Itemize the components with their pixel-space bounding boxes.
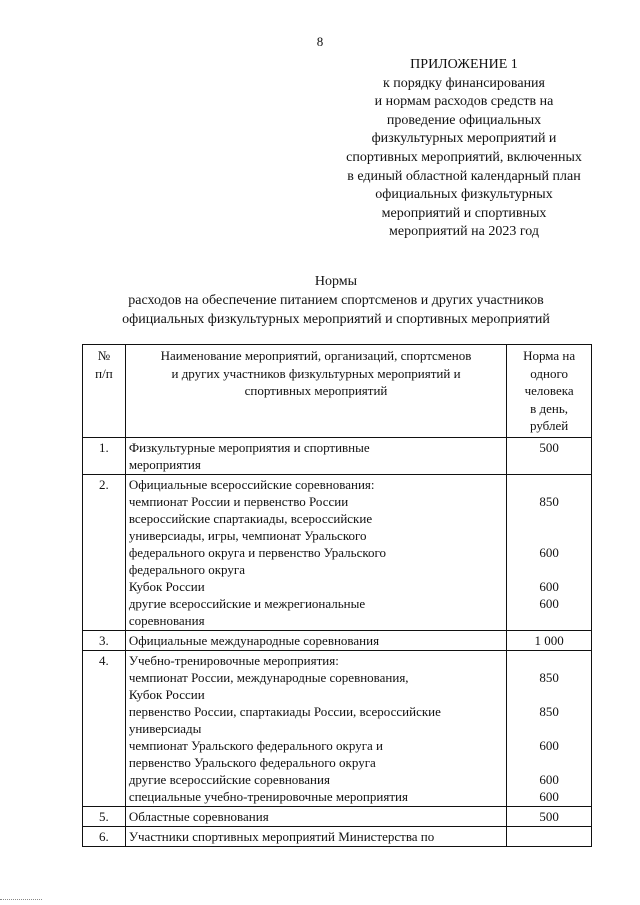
row-number-cell: 5.	[83, 806, 126, 826]
row-name-cell	[125, 437, 506, 474]
row-name-line: чемпионат Уральского федерального округа и	[128, 737, 384, 753]
header-name	[125, 345, 506, 438]
row-name-line: федерального округа и первенство Уральского	[128, 544, 387, 560]
row-norm-cell	[507, 826, 592, 846]
document-heading	[60, 272, 612, 329]
header-line: Наименование мероприятий, организаций, спортсменов	[160, 348, 472, 363]
header-line: одного	[530, 365, 568, 381]
table-row	[83, 474, 592, 630]
row-norm-value: 600	[539, 788, 559, 804]
row-norm-cell	[507, 630, 592, 650]
table-row	[83, 630, 592, 650]
row-name-line: специальные учебно-тренировочные мероприятия	[128, 788, 408, 804]
header-line: №	[97, 348, 111, 363]
header-line: Норма на	[523, 348, 576, 363]
row-number-cell: 1.	[83, 437, 126, 474]
row-name-line: другие всероссийские и межрегиональные	[128, 595, 366, 611]
table-row	[83, 826, 592, 846]
page-number: 8	[316, 34, 324, 49]
row-name-line: другие всероссийские соревнования	[128, 771, 330, 787]
table-header-row	[83, 345, 592, 438]
row-name-line: федерального округа	[128, 561, 245, 577]
appendix-line: физкультурных мероприятий и	[371, 131, 557, 147]
row-number-cell: 2.	[83, 474, 126, 630]
row-norm-cell	[507, 437, 592, 474]
appendix-line: в единый областной календарный план	[347, 168, 581, 184]
row-number-cell: 3.	[83, 630, 126, 650]
row-norm-value: 850	[539, 669, 559, 685]
row-norm-value: 850	[539, 703, 559, 719]
row-name-cell	[125, 474, 506, 630]
row-norm-cell	[507, 474, 592, 630]
header-line: в день,	[530, 400, 569, 416]
appendix-line: официальных физкультурных	[375, 187, 553, 203]
heading-title: Нормы	[314, 274, 358, 289]
norms-table	[82, 344, 592, 847]
row-norm-value: 600	[539, 595, 559, 611]
row-name-cell	[125, 630, 506, 650]
appendix-line: и нормам расходов средств на	[374, 94, 554, 110]
header-norm	[507, 345, 592, 438]
row-norm-value: 600	[539, 737, 559, 753]
row-name-line: Официальные международные соревнования	[128, 632, 380, 648]
header-line: п/п	[95, 365, 113, 381]
table-row	[83, 437, 592, 474]
header-num	[83, 345, 126, 438]
appendix-block	[330, 56, 598, 242]
row-name-line: мероприятия	[128, 456, 201, 472]
row-name-line: первенство России, спартакиады России, всероссийские	[128, 703, 441, 719]
row-name-line: Физкультурные мероприятия и спортивные	[128, 439, 370, 455]
appendix-line: спортивных мероприятий, включенных	[346, 149, 582, 165]
row-norm-cell	[507, 806, 592, 826]
row-name-line: чемпионат России и первенство России	[128, 493, 349, 509]
appendix-title: ПРИЛОЖЕНИЕ 1	[410, 57, 518, 72]
row-norm-value: 850	[539, 493, 559, 509]
row-norm-cell	[507, 650, 592, 806]
row-name-line: Кубок России	[128, 686, 205, 702]
row-norm-value: 500	[539, 439, 559, 455]
row-name-line: Участники спортивных мероприятий Министерства по	[128, 828, 435, 844]
row-name-line: универсиады, игры, чемпионат Уральского	[128, 527, 367, 543]
appendix-line: мероприятий на 2023 год	[389, 224, 539, 240]
header-line: рублей	[530, 418, 569, 433]
row-name-line: Областные соревнования	[128, 808, 269, 824]
scan-artifact-dotted-line	[0, 899, 42, 900]
row-name-line: Учебно-тренировочные мероприятия:	[128, 652, 339, 668]
heading-line: расходов на обеспечение питанием спортсменов и других участников	[128, 293, 544, 308]
row-name-line: Кубок России	[128, 578, 205, 594]
appendix-line: проведение официальных	[386, 112, 542, 128]
row-name-cell	[125, 806, 506, 826]
table-row	[83, 650, 592, 806]
header-line: человека	[524, 383, 574, 398]
appendix-line: к порядку финансирования	[383, 75, 545, 91]
row-norm-value: 1 000	[534, 632, 564, 648]
row-name-line: чемпионат России, международные соревнования,	[128, 669, 409, 685]
row-name-line: всероссийские спартакиады, всероссийские	[128, 510, 373, 526]
row-norm-value: 600	[539, 544, 559, 560]
header-line: спортивных мероприятий	[244, 383, 388, 398]
row-name-cell	[125, 650, 506, 806]
row-name-line: универсиады	[128, 720, 202, 736]
row-number-cell: 6.	[83, 826, 126, 846]
row-norm-value: 600	[539, 578, 559, 594]
table-row	[83, 806, 592, 826]
row-norm-value: 600	[539, 771, 559, 787]
header-line: и других участников физкультурных мероприятий и	[171, 365, 461, 381]
row-norm-value: 500	[539, 808, 559, 824]
heading-line: официальных физкультурных мероприятий и спортивных мероприятий	[122, 312, 550, 327]
row-name-line: Официальные всероссийские соревнования:	[128, 476, 375, 492]
row-name-line: первенство Уральского федерального округа	[128, 754, 376, 770]
appendix-line: мероприятий и спортивных	[381, 205, 547, 221]
row-name-line: соревнования	[128, 612, 205, 628]
row-number-cell: 4.	[83, 650, 126, 806]
row-name-cell	[125, 826, 506, 846]
